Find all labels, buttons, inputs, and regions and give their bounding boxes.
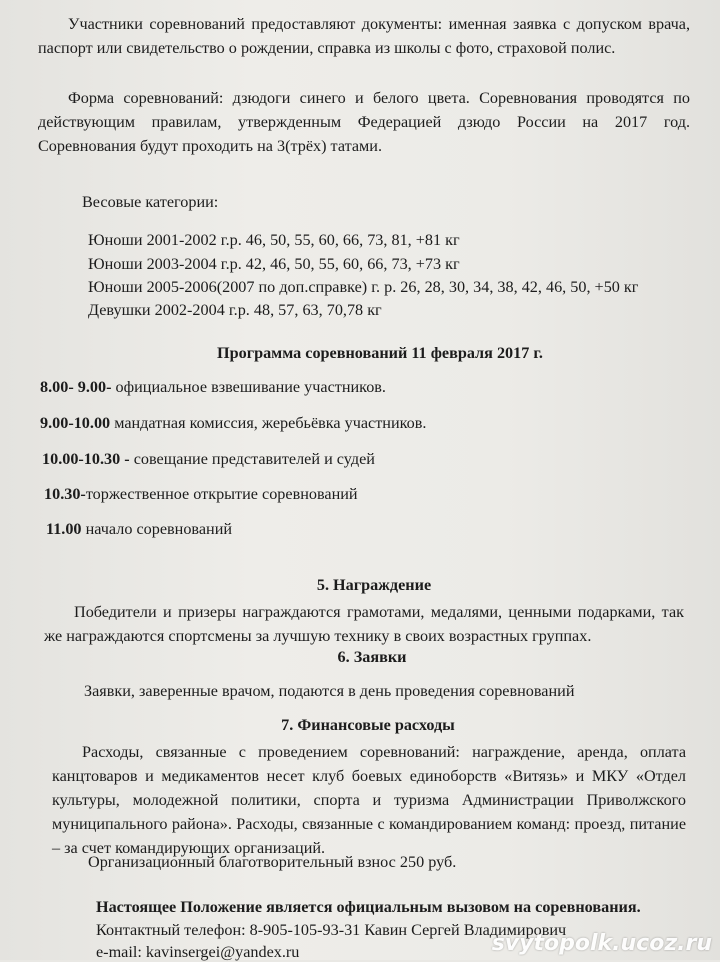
program-item <box>40 414 426 433</box>
program-time: 9.00-10.00 <box>40 414 111 432</box>
documents-paragraph: Участники соревнований предоставляют документы: именная заявка с допуском врача, паспорт или свидетельство о рождении, справка из школы с фото, страховой полис. <box>38 15 690 57</box>
section5-text: Победители и призеры награждаются грамотами, медалями, ценными подарками, так же награждаются спортсмены за лучшую технику в своих возрастных группах. <box>44 603 684 645</box>
weight-row: Девушки 2002-2004 г.р. 48, 57, 63, 70,78 кг <box>88 301 382 319</box>
section5-title: 5. Награждение <box>316 576 432 594</box>
program-text: официальное взвешивание участников. <box>111 378 386 396</box>
weight-row: Юноши 2001-2002 г.р. 46, 50, 55, 60, 66, 73, 81, +81 кг <box>88 231 460 249</box>
section7-title: 7. Финансовые расходы <box>281 716 455 734</box>
program-item <box>44 485 358 504</box>
section6-title: 6. Заявки <box>337 648 407 666</box>
program-item <box>46 520 232 539</box>
program-text: начало соревнований <box>81 520 233 538</box>
contact-email: e-mail: kavinsergei@yandex.ru <box>96 943 300 961</box>
site-watermark: svytopolk.ucoz.ru <box>491 931 712 956</box>
form-paragraph: Форма соревнований: дзюдоги синего и белого цвета. Соревнования проводятся по действующим правилам, утвержденным Федерацией дзюдо России на 2017 год. Соревнования будут проходить на 3(трёх) татами. <box>38 89 690 155</box>
program-item <box>42 450 375 469</box>
program-time: 8.00- 9.00- <box>40 378 112 396</box>
program-time: 10.00-10.30 - <box>42 450 130 468</box>
official-call-text: Настоящее Положение является официальным вызовом на соревнования. <box>96 898 641 916</box>
weight-row: Юноши 2005-2006(2007 по доп.справке) г. р. 26, 28, 30, 34, 38, 42, 46, 50, +50 кг <box>88 278 639 296</box>
contact-phone: Контактный телефон: 8-905-105-93-31 Кавин Сергей Владимирович <box>96 921 567 939</box>
weight-row: Юноши 2003-2004 г.р. 42, 46, 50, 55, 60, 66, 73, +73 кг <box>88 255 460 273</box>
fee-text: Организационный благотворительный взнос 250 руб. <box>88 853 457 871</box>
program-text: совещание представителей и судей <box>129 450 375 468</box>
section6-text: Заявки, заверенные врачом, подаются в день проведения соревнований <box>84 682 575 700</box>
program-title: Программа соревнований 11 февраля 2017 г. <box>217 344 543 362</box>
section7-text: Расходы, связанные с проведением соревнований: награждение, аренда, оплата канцтоваров и медикаментов несет клуб боевых единоборств «Витязь» и МКУ «Отдел культуры, молодежной политики, спорта и туризма Администрации Приволжского муниципального района». Расходы, связанные с командированием команд: проезд, питание – за счет командирующих организаций. <box>52 743 686 857</box>
program-time: 11.00 <box>46 520 82 538</box>
program-time: 10.30- <box>44 485 86 503</box>
program-text: мандатная комиссия, жеребьёвка участников. <box>110 414 427 432</box>
weights-heading: Весовые категории: <box>82 193 219 211</box>
program-item <box>40 378 386 397</box>
program-text: торжественное открытие соревнований <box>85 485 358 503</box>
